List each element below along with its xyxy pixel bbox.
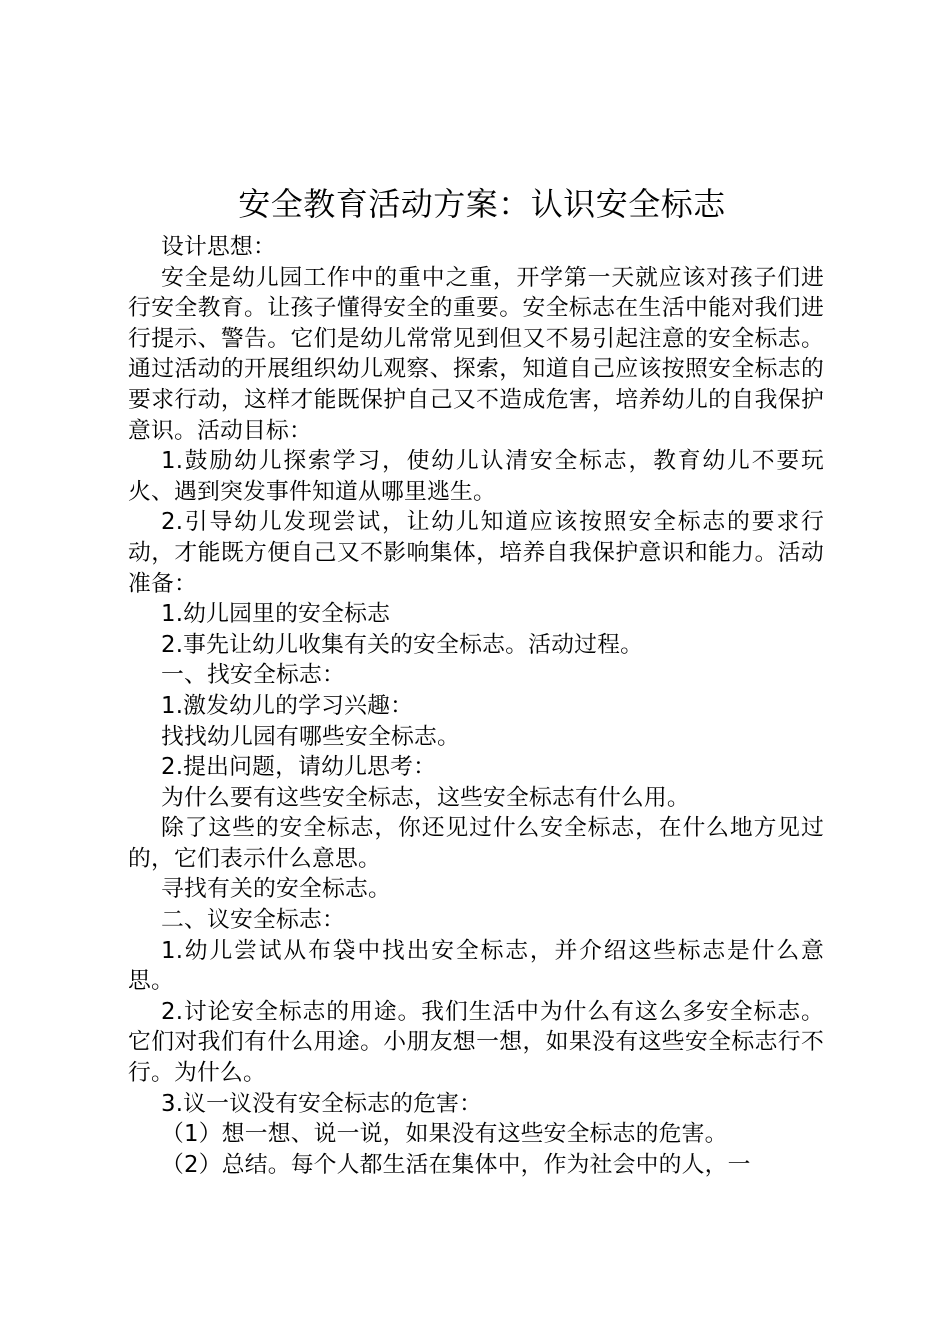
paragraph: 1.幼儿园里的安全标志 — [161, 601, 391, 628]
paragraph: 寻找有关的安全标志。 — [161, 876, 391, 903]
paragraph: 找找幼儿园有哪些安全标志。 — [161, 723, 460, 750]
paragraph: （2）总结。每个人都生活在集体中，作为社会中的人，一 — [161, 1151, 751, 1178]
paragraph: 3.议一议没有安全标志的危害： — [161, 1090, 483, 1117]
paragraph: 1.幼儿尝试从布袋中找出安全标志，并介绍这些标志是什么意思。 — [128, 937, 824, 995]
paragraph: 除了这些的安全标志，你还见过什么安全标志，在什么地方见过的，它们表示什么意思。 — [128, 815, 824, 872]
document-title: 安全教育活动方案：认识安全标志 — [238, 185, 726, 223]
document-body — [128, 232, 824, 1180]
paragraph: 2.事先让幼儿收集有关的安全标志。活动过程。 — [161, 631, 644, 658]
paragraph: 一、找安全标志： — [161, 662, 345, 689]
paragraph: 为什么要有这些安全标志，这些安全标志有什么用。 — [161, 784, 690, 811]
document-page — [128, 176, 824, 1180]
paragraph: 1.鼓励幼儿探索学习，使幼儿认清安全标志，教育幼儿不要玩火、遇到突发事件知道从哪里逃生。 — [128, 448, 824, 505]
paragraph: （1）想一想、说一说，如果没有这些安全标志的危害。 — [161, 1121, 728, 1148]
paragraph: 2.提出问题，请幼儿思考： — [161, 754, 437, 781]
paragraph: 2.引导幼儿发现尝试，让幼儿知道应该按照安全标志的要求行动，才能既方便自己又不影响集体，培养自我保护意识和能力。活动准备： — [128, 509, 824, 597]
paragraph: 二、议安全标志： — [161, 907, 345, 934]
paragraph: 1.激发幼儿的学习兴趣： — [161, 692, 414, 719]
paragraph: 安全是幼儿园工作中的重中之重，开学第一天就应该对孩子们进行安全教育。让孩子懂得安全的重要。安全标志在生活中能对我们进行提示、警告。它们是幼儿常常见到但又不易引起注意的安全标志。通过活动的开展组织幼儿观察、探索，知道自己应该按照安全标志的要求行动，这样才能既保护自己又不造成危害，培养幼儿的自我保护意识。活动目标： — [128, 264, 824, 444]
paragraph: 2.讨论安全标志的用途。我们生活中为什么有这么多安全标志。它们对我们有什么用途。小朋友想一想，如果没有这些安全标志行不行。为什么。 — [128, 998, 824, 1087]
paragraph: 设计思想： — [161, 234, 276, 260]
